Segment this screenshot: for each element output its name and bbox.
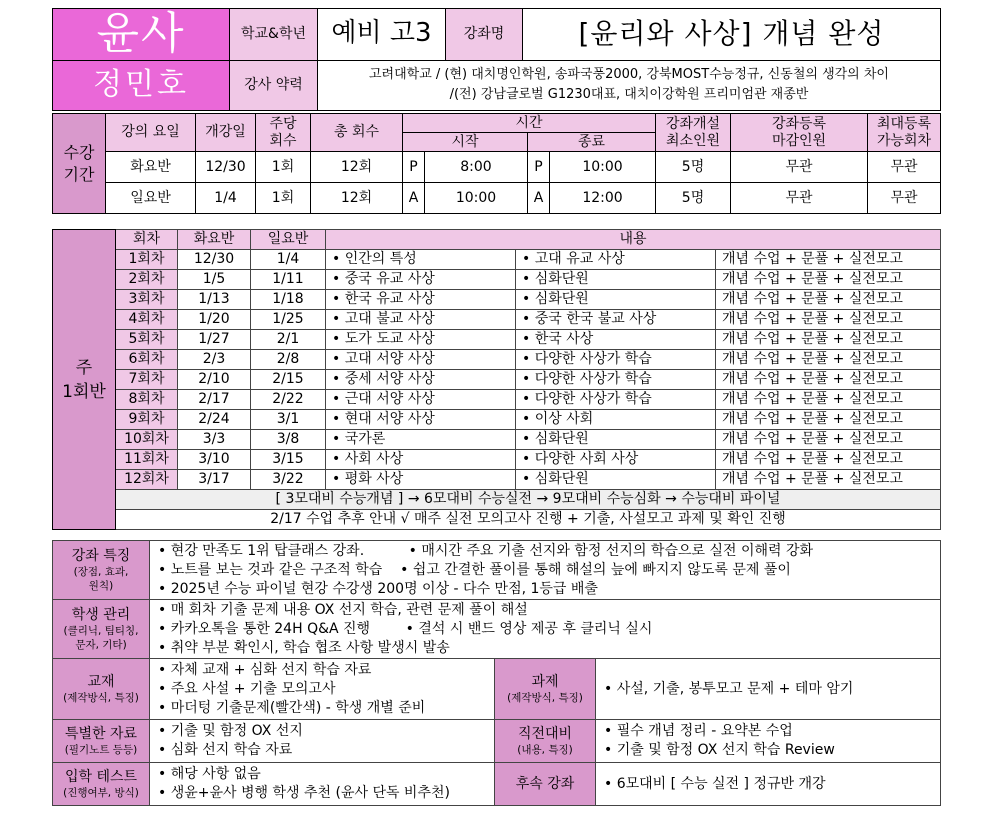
- followup-content: [596, 763, 941, 806]
- topic-2: • 이상 사회: [516, 410, 716, 430]
- topic-1: • 국가론: [326, 430, 516, 450]
- topic-2: • 심화단원: [516, 270, 716, 290]
- topic-2: • 다양한 사회 사상: [516, 450, 716, 470]
- col-total: 총 회수: [311, 114, 403, 152]
- topic-2: • 한국 사상: [516, 330, 716, 350]
- pre-exam-sub: (내용, 특징): [517, 744, 573, 756]
- period-side-label: 수강 기간: [53, 114, 106, 214]
- class-format: 개념 수업 + 문풀 + 실전모고: [716, 250, 941, 270]
- career-line-1: 고려대학교 / (현) 대치명인학원, 송파국풍2000, 강북MOST수능정규, 신동철의 생각의 차이: [368, 67, 889, 83]
- mgmt-line: • 매 회차 기출 문제 내용 OX 선지 학습, 관련 문제 풀이 해설: [158, 601, 528, 618]
- weekly-note: 2/17 수업 추후 안내 √ 매주 실전 모의고사 진행 + 기출, 사설모고 과제 및 확인 진행: [116, 510, 941, 530]
- round-label: 10회차: [116, 430, 178, 450]
- features-table: [52, 540, 941, 806]
- topic-1: • 한국 유교 사상: [326, 290, 516, 310]
- grade-label: 학교&학년: [230, 9, 318, 61]
- pre-exam-content: [596, 720, 941, 763]
- followup-label: [495, 763, 596, 806]
- col-tue: 화요반: [178, 230, 251, 250]
- period-start-ampm: A: [403, 183, 425, 214]
- period-min: 5명: [656, 183, 731, 214]
- tue-date: 1/5: [178, 270, 251, 290]
- col-weekly: 주당 회수: [256, 114, 311, 152]
- class-format: 개념 수업 + 문풀 + 실전모고: [716, 290, 941, 310]
- student-mgmt-title: 학생 관리: [71, 607, 131, 623]
- textbook-sub: (제작방식, 특징): [63, 692, 139, 704]
- round-label: 1회차: [116, 250, 178, 270]
- tue-date: 3/10: [178, 450, 251, 470]
- entrance-title: 입학 테스트: [64, 769, 138, 785]
- col-time-end: 종료: [528, 133, 656, 152]
- schedule-row: [53, 250, 941, 270]
- followup-title: 후속 강좌: [515, 776, 575, 792]
- header-table: [52, 8, 941, 111]
- sun-date: 3/22: [251, 470, 326, 490]
- entrance-line: • 생윤+윤사 병행 학생 추천 (윤사 단독 비추천): [158, 785, 450, 801]
- topic-2: • 심화단원: [516, 430, 716, 450]
- textbook-content: [150, 659, 495, 720]
- subject-title: 윤사: [53, 9, 230, 61]
- col-sun: 일요반: [251, 230, 326, 250]
- tue-date: 2/10: [178, 370, 251, 390]
- topic-2: • 고대 유교 사상: [516, 250, 716, 270]
- mgmt-line: • 카카오톡을 통한 24H Q&A 진행 • 결석 시 밴드 영상 제공 후 클리닉 실시: [158, 620, 653, 637]
- sun-date: 3/15: [251, 450, 326, 470]
- course-title: [윤리와 사상] 개념 완성: [523, 9, 941, 61]
- tue-date: 2/3: [178, 350, 251, 370]
- round-label: 3회차: [116, 290, 178, 310]
- class-format: 개념 수업 + 문풀 + 실전모고: [716, 390, 941, 410]
- col-time: 시간: [403, 114, 656, 133]
- pre-exam-label: [495, 720, 596, 763]
- period-min: 5명: [656, 152, 731, 183]
- class-format: 개념 수업 + 문풀 + 실전모고: [716, 330, 941, 350]
- career-text: [318, 60, 941, 110]
- feature-line: • 노트를 보는 것과 같은 구조적 학습 • 쉽고 간결한 풀이를 통해 해설의 늪에 빠지지 않도록 문제 풀이: [158, 561, 791, 578]
- schedule-row: [53, 270, 941, 290]
- special-line: • 기출 및 함정 OX 선지: [158, 723, 303, 739]
- schedule-row: [53, 430, 941, 450]
- period-start-ampm: P: [403, 152, 425, 183]
- schedule-row: [53, 390, 941, 410]
- class-format: 개념 수업 + 문풀 + 실전모고: [716, 450, 941, 470]
- special-line: • 심화 선지 학습 자료: [158, 742, 293, 758]
- period-max: 무관: [868, 183, 941, 214]
- class-format: 개념 수업 + 문풀 + 실전모고: [716, 270, 941, 290]
- round-label: 2회차: [116, 270, 178, 290]
- col-deadline: 강좌등록 마감인원: [731, 114, 868, 152]
- tue-date: 1/20: [178, 310, 251, 330]
- period-start-date: 12/30: [196, 152, 256, 183]
- topic-2: • 다양한 사상가 학습: [516, 390, 716, 410]
- sun-date: 2/1: [251, 330, 326, 350]
- period-end-time: 10:00: [550, 152, 656, 183]
- period-deadline: 무관: [731, 183, 868, 214]
- grade-value: 예비 고3: [318, 9, 446, 61]
- topic-1: • 평화 사상: [326, 470, 516, 490]
- period-start-date: 1/4: [196, 183, 256, 214]
- col-round: 회차: [116, 230, 178, 250]
- period-end-time: 12:00: [550, 183, 656, 214]
- sun-date: 3/1: [251, 410, 326, 430]
- period-total: 12회: [311, 183, 403, 214]
- student-mgmt-content: [150, 600, 941, 659]
- period-day: 일요반: [106, 183, 196, 214]
- topic-1: • 현대 서양 사상: [326, 410, 516, 430]
- special-content: [150, 720, 495, 763]
- teacher-name: 정민호: [53, 60, 230, 110]
- round-label: 11회차: [116, 450, 178, 470]
- round-label: 5회차: [116, 330, 178, 350]
- topic-2: • 심화단원: [516, 290, 716, 310]
- period-end-ampm: A: [528, 183, 550, 214]
- sun-date: 1/4: [251, 250, 326, 270]
- topic-1: • 사회 사상: [326, 450, 516, 470]
- topic-1: • 인간의 특성: [326, 250, 516, 270]
- textbook-line: • 자체 교재 + 심화 선지 학습 자료: [158, 661, 372, 678]
- sun-date: 2/8: [251, 350, 326, 370]
- feature-line: • 2025년 수능 파이널 현강 수강생 200명 이상 - 다수 만점, 1등급 배출: [158, 580, 598, 597]
- class-format: 개념 수업 + 문풀 + 실전모고: [716, 350, 941, 370]
- period-row: [53, 183, 941, 214]
- topic-1: • 고대 불교 사상: [326, 310, 516, 330]
- career-line-2: /(전) 강남글로벌 G1230대표, 대치이강학원 프리미엄관 재종반: [449, 87, 809, 103]
- schedule-row: [53, 290, 941, 310]
- round-label: 7회차: [116, 370, 178, 390]
- homework-sub: (제작방식, 특징): [507, 692, 583, 704]
- entrance-content: [150, 763, 495, 806]
- course-features-content: [150, 541, 941, 600]
- tue-date: 1/13: [178, 290, 251, 310]
- class-format: 개념 수업 + 문풀 + 실전모고: [716, 310, 941, 330]
- sun-date: 2/22: [251, 390, 326, 410]
- period-end-ampm: P: [528, 152, 550, 183]
- tue-date: 1/27: [178, 330, 251, 350]
- period-day: 화요반: [106, 152, 196, 183]
- special-label: [53, 720, 150, 763]
- schedule-row: [53, 370, 941, 390]
- tue-date: 2/24: [178, 410, 251, 430]
- class-format: 개념 수업 + 문풀 + 실전모고: [716, 470, 941, 490]
- schedule-row: [53, 470, 941, 490]
- career-label: 강사 약력: [230, 60, 318, 110]
- pre-exam-line: • 필수 개념 정리 - 요약본 수업: [604, 723, 793, 739]
- pre-exam-line: • 기출 및 함정 OX 선지 학습 Review: [604, 742, 835, 758]
- schedule-row: [53, 410, 941, 430]
- special-sub: (필기노트 등등): [64, 744, 138, 756]
- schedule-side-label: 주 1회반: [53, 230, 116, 530]
- course-label: 강좌명: [446, 9, 523, 61]
- student-mgmt-label: [53, 600, 150, 659]
- period-table: [52, 113, 941, 214]
- course-features-label: [53, 541, 150, 600]
- topic-1: • 고대 서양 사상: [326, 350, 516, 370]
- sun-date: 1/18: [251, 290, 326, 310]
- entrance-sub: (진행여부, 방식): [63, 787, 139, 799]
- round-label: 9회차: [116, 410, 178, 430]
- textbook-title: 교재: [87, 674, 115, 690]
- textbook-line: • 주요 사설 + 기출 모의고사: [158, 680, 336, 697]
- class-format: 개념 수업 + 문풀 + 실전모고: [716, 430, 941, 450]
- homework-label: [495, 659, 596, 720]
- sun-date: 3/8: [251, 430, 326, 450]
- class-format: 개념 수업 + 문풀 + 실전모고: [716, 410, 941, 430]
- round-label: 12회차: [116, 470, 178, 490]
- textbook-line: • 마더텅 기출문제(빨간색) - 학생 개별 준비: [158, 699, 426, 716]
- roadmap-note: [ 3모대비 수능개념 ] → 6모대비 수능실전 → 9모대비 수능심화 → 수능대비 파이널: [116, 490, 941, 510]
- homework-line: • 사설, 기출, 봉투모고 문제 + 테마 암기: [604, 680, 854, 697]
- special-title: 특별한 자료: [64, 726, 138, 742]
- topic-1: • 중세 서양 사상: [326, 370, 516, 390]
- followup-line: • 6모대비 [ 수능 실전 ] 정규반 개강: [604, 775, 826, 792]
- round-label: 8회차: [116, 390, 178, 410]
- tue-date: 2/17: [178, 390, 251, 410]
- period-total: 12회: [311, 152, 403, 183]
- period-max: 무관: [868, 152, 941, 183]
- course-features-title: 강좌 특징: [71, 548, 131, 564]
- col-start-date: 개강일: [196, 114, 256, 152]
- feature-line: • 현강 만족도 1위 탑클래스 강좌. • 매시간 주요 기출 선지와 함정 선지의 학습으로 실전 이해력 강화: [158, 542, 814, 559]
- tue-date: 12/30: [178, 250, 251, 270]
- topic-2: • 다양한 사상가 학습: [516, 370, 716, 390]
- tue-date: 3/17: [178, 470, 251, 490]
- period-weekly: 1회: [256, 183, 311, 214]
- period-weekly: 1회: [256, 152, 311, 183]
- col-min: 강좌개설 최소인원: [656, 114, 731, 152]
- topic-1: • 근대 서양 사상: [326, 390, 516, 410]
- topic-2: • 중국 한국 불교 사상: [516, 310, 716, 330]
- period-deadline: 무관: [731, 152, 868, 183]
- col-day: 강의 요일: [106, 114, 196, 152]
- period-row: [53, 152, 941, 183]
- course-features-sub: (장점, 효과, 원칙): [73, 566, 129, 592]
- entrance-label: [53, 763, 150, 806]
- sun-date: 1/25: [251, 310, 326, 330]
- entrance-line: • 해당 사항 없음: [158, 766, 261, 782]
- schedule-table: [52, 229, 941, 530]
- pre-exam-title: 직전대비: [517, 726, 573, 742]
- schedule-row: [53, 310, 941, 330]
- col-max: 최대등록 가능회차: [868, 114, 941, 152]
- tue-date: 3/3: [178, 430, 251, 450]
- schedule-row: [53, 350, 941, 370]
- period-start-time: 8:00: [425, 152, 528, 183]
- col-content: 내용: [326, 230, 941, 250]
- round-label: 6회차: [116, 350, 178, 370]
- schedule-row: [53, 330, 941, 350]
- col-time-start: 시작: [403, 133, 528, 152]
- schedule-row: [53, 450, 941, 470]
- homework-title: 과제: [531, 674, 559, 690]
- period-start-time: 10:00: [425, 183, 528, 214]
- topic-1: • 도가 도교 사상: [326, 330, 516, 350]
- textbook-label: [53, 659, 150, 720]
- homework-content: [596, 659, 941, 720]
- mgmt-line: • 취약 부분 확인시, 학습 협조 사항 발생시 발송: [158, 639, 450, 656]
- sun-date: 1/11: [251, 270, 326, 290]
- topic-2: • 심화단원: [516, 470, 716, 490]
- student-mgmt-sub: (클리닉, 팀티칭, 문자, 기타): [63, 625, 139, 651]
- topic-1: • 중국 유교 사상: [326, 270, 516, 290]
- class-format: 개념 수업 + 문풀 + 실전모고: [716, 370, 941, 390]
- topic-2: • 다양한 사상가 학습: [516, 350, 716, 370]
- round-label: 4회차: [116, 310, 178, 330]
- sun-date: 2/15: [251, 370, 326, 390]
